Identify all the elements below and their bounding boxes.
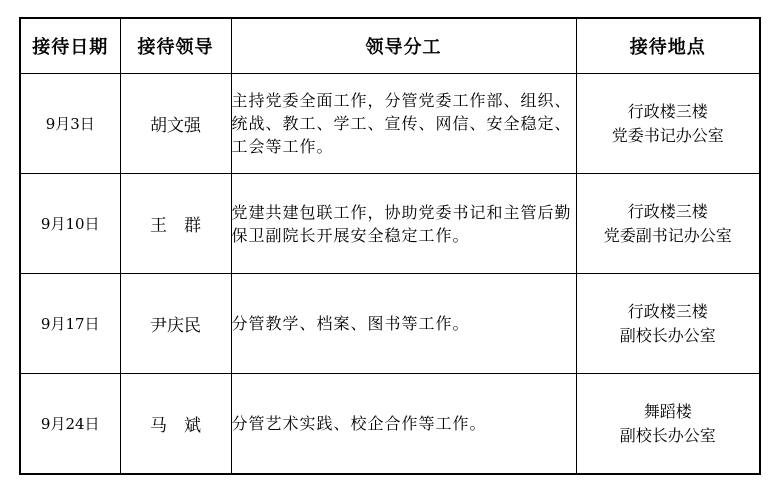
cell-duty: 党建共建包联工作，协助党委书记和主管后勤保卫副院长开展安全稳定工作。 [231,174,576,274]
cell-leader: 胡文强 [120,74,231,174]
cell-duty: 分管教学、档案、图书等工作。 [231,274,576,374]
header-row [20,18,760,74]
header-place: 接待地点 [576,18,760,74]
cell-place [576,74,760,174]
cell-duty: 主持党委全面工作，分管党委工作部、组织、统战、教工、学工、宣传、网信、安全稳定、工会等工作。 [231,74,576,174]
cell-leader: 马 斌 [120,374,231,475]
table-row [20,274,760,374]
cell-place [576,174,760,274]
cell-leader: 尹庆民 [120,274,231,374]
cell-place [576,274,760,374]
place-office: 副校长办公室 [619,425,716,445]
table-row [20,174,760,274]
place-building: 行政楼三楼 [627,301,708,321]
cell-date: 9月10日 [20,174,120,274]
cell-leader: 王 群 [120,174,231,274]
cell-date: 9月24日 [20,374,120,475]
place-office: 副校长办公室 [619,325,716,345]
place-building: 行政楼三楼 [627,101,708,121]
place-office: 党委书记办公室 [611,125,724,145]
place-building: 行政楼三楼 [627,201,708,221]
cell-date: 9月3日 [20,74,120,174]
place-building: 舞蹈楼 [643,401,692,421]
cell-place [576,374,760,475]
cell-date: 9月17日 [20,274,120,374]
header-duty: 领导分工 [231,18,576,74]
header-leader: 接待领导 [120,18,231,74]
table-row [20,374,760,475]
place-office: 党委副书记办公室 [603,225,732,245]
reception-schedule-table [19,17,761,475]
cell-duty: 分管艺术实践、校企合作等工作。 [231,374,576,475]
table-row [20,74,760,174]
header-date: 接待日期 [20,18,120,74]
